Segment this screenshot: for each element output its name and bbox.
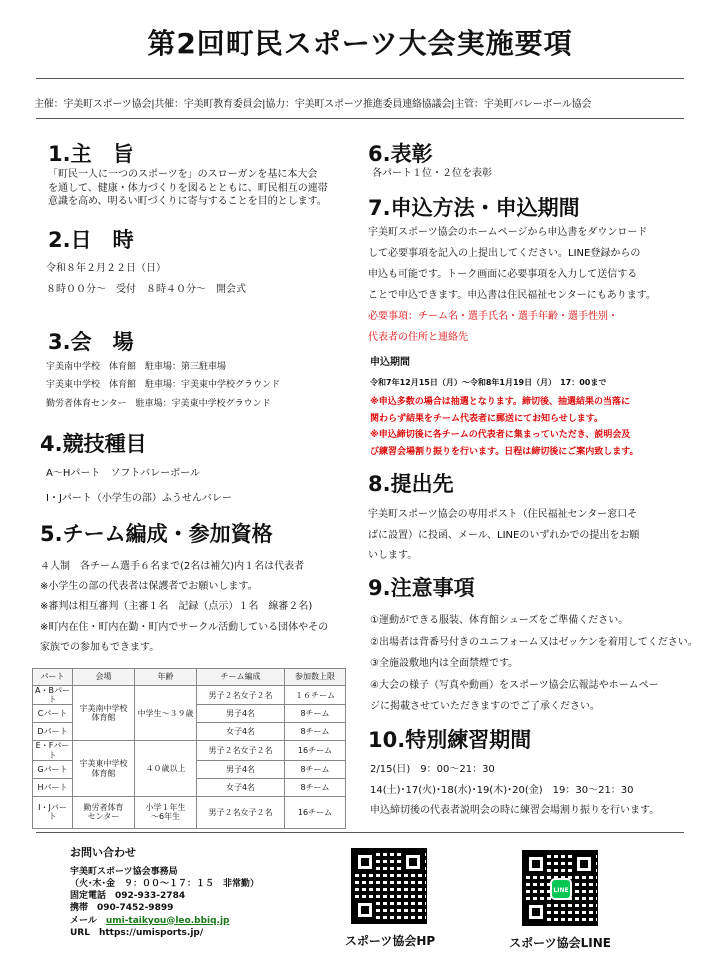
sponsors-line: 主催：宇美町スポーツ協会|共催：宇美町教育委員会|協力：宇美町スポーツ推進委員連絡協議会|主管：宇美町バレーボール協会 xyxy=(34,99,592,110)
notes-list: ①運動ができる服装、体育館シューズをご準備ください。 ②出場者は背番号付きのユニフォーム又はゼッケンを着用してください。 ③全施設敷地内は全面禁煙です。 ④大会の様子（写真や動画）をスポーツ協会広報誌やホームペー ジに掲載させていただきますのでご了承ください。 xyxy=(370,615,698,712)
line-qr-label: スポーツ協会LINE xyxy=(509,936,611,950)
hp-qr-label: スポーツ協会HP xyxy=(344,934,436,948)
application-period: 令和7年12月15日（月）～令和8年1月19日（月） 17：00まで xyxy=(370,378,607,387)
section-heading-submission: 8.提出先 xyxy=(368,472,454,496)
application-text: 宇美町スポーツ協会のホームページから申込書をダウンロード して必要事項を記入の上提出してください。LINE登録からの 申込も可能です。トーク画面に必要事項を入力して送信する ことで申込できます。申込書は住民福祉センターにもあります。 必要事項：チーム名・選手氏名・選手年齢・選手性別・ 代表者の住所と連絡先 xyxy=(368,227,656,343)
section-heading-application: 7.申込方法・申込期間 xyxy=(368,196,580,220)
purpose-text: 「町民一人に一つのスポーツを」のスローガンを基に本大会 を通して、健康・体力づくりを図るとともに、町民相互の連帯 意識を高め、明るい町づくりに寄与することを目的とします。 xyxy=(48,169,328,207)
section-heading-datetime: 2.日 時 xyxy=(48,228,134,252)
event-date: 令和８年２月２２日（日） xyxy=(46,263,166,274)
application-notes: ※申込多数の場合は抽選となります。締切後、抽選結果の当落に 関わらず結果をチーム代表者に郵送にてお知らせします。 ※申込締切後に各チームの代表者に集まっていただき、説明会及 び練習会場割り振りを行います。日程は締切後にご案内致します。 xyxy=(370,397,639,457)
awards-text: 各パート１位・２位を表彰 xyxy=(372,168,492,179)
event-time: ８時００分～ 受付 ８時４０分～ 開会式 xyxy=(46,284,246,295)
line-logo-icon: LINE xyxy=(550,878,572,900)
table-row: E・Fパート 宇美東中学校 体育館 ４０歳以上 男子２名女子２名 16チーム xyxy=(33,741,346,760)
divider xyxy=(36,78,684,79)
contact-email-link[interactable]: umi-taikyou@leo.bbiq.jp xyxy=(105,915,230,926)
contact-info: 宇美町スポーツ協会事務局 （火･木･金 ９：００～１７：１５ 非常勤） 固定電話 092-933-2784 携帯 090-7452-9899 メール umi-taikyou@leo.bbiq.jp URL https://umisports.jp/ xyxy=(70,867,260,938)
divider xyxy=(36,118,684,119)
events-list: A～Hパート ソフトバレーボール I・Jパート（小学生の部）ふうせんバレー xyxy=(46,468,232,504)
hp-qr-code[interactable] xyxy=(351,848,427,924)
teams-text: ４人制 各チーム選手６名まで(2名は補欠)内１名は代表者 ※小学生の部の代表者は保護者でお願いします。 ※審判は相互審判（主審１名 記録（点示）１名 線審２名) ※町内在住・町内在勤・町内でサークル活動している団体やその 家族での参加もできます。 xyxy=(40,561,329,653)
section-heading-practice: 10.特別練習期間 xyxy=(368,728,532,752)
line-qr-code[interactable] xyxy=(522,850,598,926)
practice-text: 2/15(日) 9：00～21：30 14(土)･17(火)･18(水)･19(木)･20(金) 19：30～21：30 申込締切後の代表者説明会の時に練習会場割り振りを行います。 xyxy=(370,764,660,816)
contact-heading: お問い合わせ xyxy=(70,846,136,859)
table-row: Dパート 女子4名 8チーム xyxy=(33,723,346,741)
section-heading-events: 4.競技種目 xyxy=(40,432,147,456)
section-heading-purpose: 1.主 旨 xyxy=(48,142,134,166)
table-row: Gパート 男子4名 8チーム xyxy=(33,760,346,778)
table-row: I・Jパート 勤労者体育 センター 小学１年生 ～6年生 男子２名女子２名 16チーム xyxy=(33,796,346,828)
section-heading-venue: 3.会 場 xyxy=(48,330,134,354)
teams-table: パート 会場 年齢 チーム編成 参加数上限 A・Bパート 宇美南中学校 体育館 中学生～３９歳 男子２名女子２名 １６チーム Cパート 男子4名 8チーム Dパート 女子4名 8チーム E・Fパート 宇美東中学校 体育館 ４０歳以上 男子２名女子２名 16チーム Gパート 男子4名 8チーム Hパート 女子4名 8チーム I・Jパート 勤労者体育 センター 小学１年生 ～6年生 男子２名女子２名 16チーム xyxy=(32,668,346,829)
submission-text: 宇美町スポーツ協会の専用ポスト（住民福祉センター窓口そ ばに設置）に投函、メール、LINEのいずれかでの提出をお願 いします。 xyxy=(368,509,640,561)
section-heading-awards: 6.表彰 xyxy=(368,142,433,166)
section-heading-teams: 5.チーム編成・参加資格 xyxy=(40,522,273,546)
table-row: Hパート 女子4名 8チーム xyxy=(33,778,346,796)
table-row: A・Bパート 宇美南中学校 体育館 中学生～３９歳 男子２名女子２名 １６チーム xyxy=(33,686,346,705)
table-row: Cパート 男子4名 8チーム xyxy=(33,705,346,723)
section-heading-notes: 9.注意事項 xyxy=(368,576,475,600)
application-period-label: 申込期間 xyxy=(370,357,410,368)
page-title: 第2回町民スポーツ大会実施要項 xyxy=(147,27,573,60)
divider xyxy=(36,832,684,833)
venue-list: 宇美南中学校 体育館 駐車場：第三駐車場 宇美東中学校 体育館 駐車場：宇美東中学校グラウンド 勤労者体育センター 駐車場：宇美東中学校グラウンド xyxy=(46,362,281,409)
contact-url[interactable]: URL https://umisports.jp/ xyxy=(70,927,204,938)
